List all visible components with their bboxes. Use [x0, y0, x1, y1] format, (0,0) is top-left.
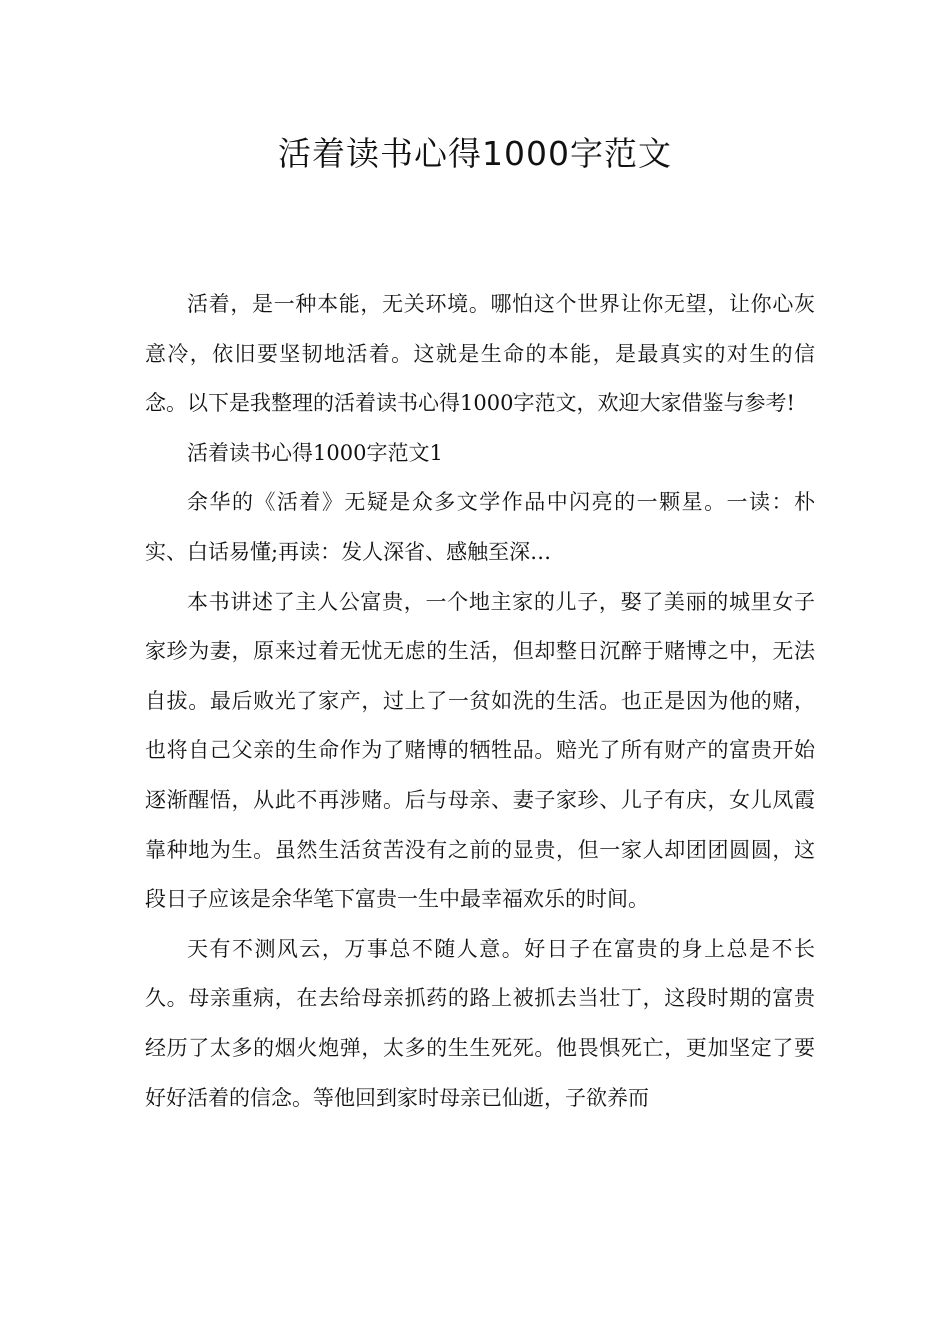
- document-title: 活着读书心得1000字范文: [278, 134, 672, 173]
- section-heading: 活着读书心得1000字范文1: [187, 440, 443, 465]
- body-paragraph: 余华的《活着》无疑是众多文学作品中闪亮的一颗星。一读：朴实、白话易懂;再读：发人深省、感触至深…: [145, 490, 815, 564]
- body-paragraph: 本书讲述了主人公富贵，一个地主家的儿子，娶了美丽的城里女子家珍为妻，原来过着无忧无虑的生活，但却整日沉醉于赌博之中，无法自拔。最后败光了家产，过上了一贫如洗的生活。也正是因为他的赌，也将自己父亲的生命作为了赌博的牺牲品。赔光了所有财产的富贵开始逐渐醒悟，从此不再涉赌。后与母亲、妻子家珍、儿子有庆，女儿凤霞靠种地为生。虽然生活贫苦没有之前的显贵，但一家人却团团圆圆，这段日子应该是余华笔下富贵一生中最幸福欢乐的时间。: [145, 589, 815, 912]
- document-body: [145, 280, 815, 1123]
- intro-paragraph: 活着，是一种本能，无关环境。哪怕这个世界让你无望，让你心灰意冷，依旧要坚韧地活着。这就是生命的本能，是最真实的对生的信念。以下是我整理的活着读书心得1000字范文，欢迎大家借鉴与参考!: [145, 292, 815, 416]
- body-paragraph: 天有不测风云，万事总不随人意。好日子在富贵的身上总是不长久。母亲重病，在去给母亲抓药的路上被抓去当壮丁，这段时期的富贵经历了太多的烟火炮弹，太多的生生死死。他畏惧死亡，更加坚定了要好好活着的信念。等他回到家时母亲已仙逝，子欲养而: [145, 936, 815, 1110]
